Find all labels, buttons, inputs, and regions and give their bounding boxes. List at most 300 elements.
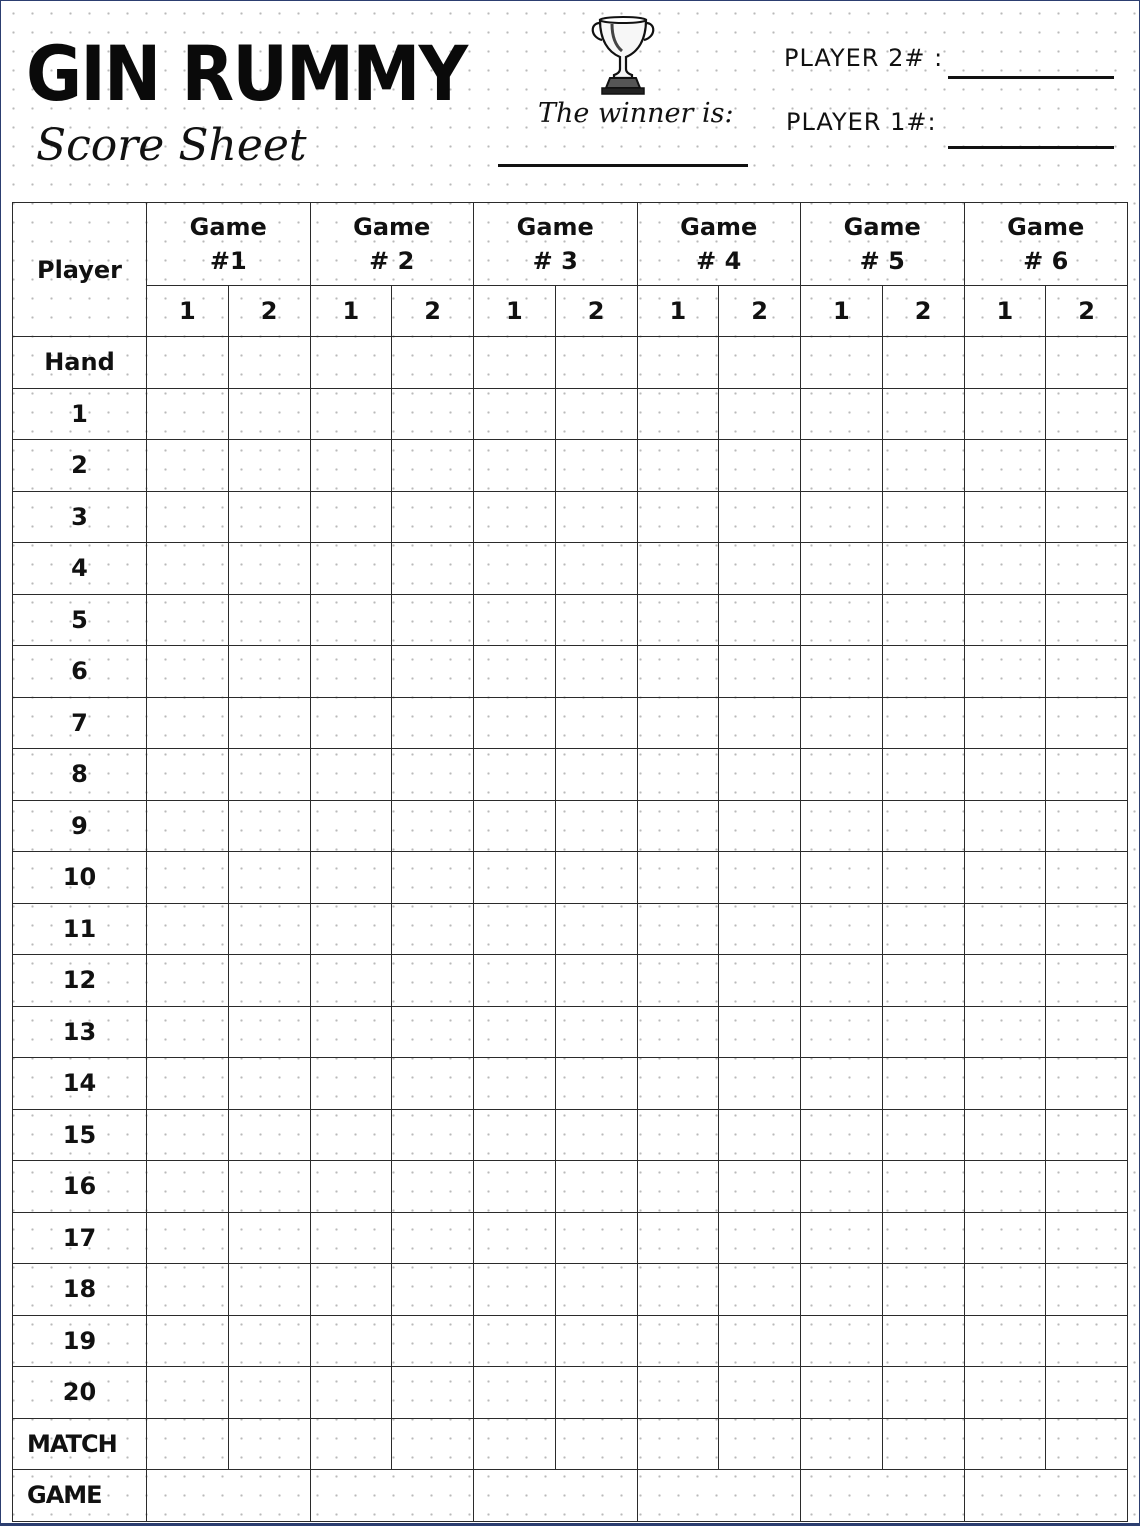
score-cell[interactable] bbox=[719, 1212, 801, 1264]
score-cell[interactable] bbox=[964, 646, 1046, 698]
score-cell[interactable] bbox=[882, 337, 964, 389]
score-cell[interactable] bbox=[310, 852, 392, 904]
score-cell[interactable] bbox=[474, 440, 556, 492]
hand-row-label: Hand bbox=[13, 337, 147, 389]
game-total-cell[interactable] bbox=[637, 1470, 801, 1522]
score-cell[interactable] bbox=[719, 491, 801, 543]
score-cell[interactable] bbox=[719, 1367, 801, 1419]
score-cell[interactable] bbox=[392, 697, 474, 749]
score-cell[interactable] bbox=[964, 543, 1046, 595]
score-cell[interactable] bbox=[228, 1264, 310, 1316]
score-cell[interactable] bbox=[801, 440, 883, 492]
score-cell[interactable] bbox=[801, 1161, 883, 1213]
score-cell[interactable] bbox=[964, 955, 1046, 1007]
score-cell[interactable] bbox=[392, 543, 474, 595]
player-column-header: 2 bbox=[228, 286, 310, 337]
score-cell[interactable] bbox=[392, 852, 474, 904]
score-cell[interactable] bbox=[310, 1212, 392, 1264]
score-cell[interactable] bbox=[637, 1006, 719, 1058]
score-cell[interactable] bbox=[719, 1418, 801, 1470]
score-cell[interactable] bbox=[555, 491, 637, 543]
score-cell[interactable] bbox=[555, 903, 637, 955]
score-cell[interactable] bbox=[801, 1212, 883, 1264]
hand-score-row bbox=[13, 388, 1128, 440]
score-cell[interactable] bbox=[228, 955, 310, 1007]
hand-score-row bbox=[13, 800, 1128, 852]
score-cell[interactable] bbox=[392, 388, 474, 440]
score-cell[interactable] bbox=[147, 1367, 229, 1419]
score-cell[interactable] bbox=[801, 749, 883, 801]
score-cell[interactable] bbox=[147, 543, 229, 595]
score-cell[interactable] bbox=[474, 1109, 556, 1161]
score-cell[interactable] bbox=[310, 800, 392, 852]
score-cell[interactable] bbox=[555, 852, 637, 904]
score-cell[interactable] bbox=[310, 1161, 392, 1213]
score-cell[interactable] bbox=[719, 388, 801, 440]
score-cell[interactable] bbox=[392, 1006, 474, 1058]
score-cell[interactable] bbox=[228, 903, 310, 955]
score-cell[interactable] bbox=[555, 646, 637, 698]
score-cell[interactable] bbox=[228, 388, 310, 440]
score-cell[interactable] bbox=[1046, 1367, 1128, 1419]
score-cell[interactable] bbox=[147, 491, 229, 543]
score-cell[interactable] bbox=[310, 594, 392, 646]
score-cell[interactable] bbox=[474, 1212, 556, 1264]
score-cell[interactable] bbox=[392, 491, 474, 543]
score-cell[interactable] bbox=[555, 1264, 637, 1316]
score-cell[interactable] bbox=[228, 337, 310, 389]
score-cell[interactable] bbox=[555, 1212, 637, 1264]
score-cell[interactable] bbox=[1046, 955, 1128, 1007]
score-cell[interactable] bbox=[392, 1161, 474, 1213]
score-cell[interactable] bbox=[310, 1006, 392, 1058]
score-cell[interactable] bbox=[1046, 852, 1128, 904]
score-cell[interactable] bbox=[310, 491, 392, 543]
score-cell[interactable] bbox=[1046, 1315, 1128, 1367]
score-cell[interactable] bbox=[228, 440, 310, 492]
score-cell[interactable] bbox=[1046, 1006, 1128, 1058]
score-cell[interactable] bbox=[801, 1006, 883, 1058]
score-cell[interactable] bbox=[882, 1367, 964, 1419]
score-cell[interactable] bbox=[637, 337, 719, 389]
score-cell[interactable] bbox=[147, 1006, 229, 1058]
hand-score-row-label: 11 bbox=[13, 903, 147, 955]
score-cell[interactable] bbox=[555, 440, 637, 492]
score-cell[interactable] bbox=[147, 852, 229, 904]
score-cell[interactable] bbox=[882, 697, 964, 749]
score-cell[interactable] bbox=[392, 1109, 474, 1161]
hand-score-row-label: 12 bbox=[13, 955, 147, 1007]
score-cell[interactable] bbox=[801, 646, 883, 698]
score-cell[interactable] bbox=[964, 749, 1046, 801]
match-row-label: MATCH bbox=[13, 1418, 147, 1470]
score-cell[interactable] bbox=[555, 1418, 637, 1470]
game-total-cell[interactable] bbox=[964, 1470, 1128, 1522]
hand-score-row bbox=[13, 1006, 1128, 1058]
score-cell[interactable] bbox=[637, 697, 719, 749]
score-cell[interactable] bbox=[474, 337, 556, 389]
score-cell[interactable] bbox=[882, 1418, 964, 1470]
score-cell[interactable] bbox=[555, 543, 637, 595]
hand-score-row bbox=[13, 1264, 1128, 1316]
score-cell[interactable] bbox=[964, 903, 1046, 955]
score-cell[interactable] bbox=[882, 1006, 964, 1058]
score-cell[interactable] bbox=[310, 1418, 392, 1470]
score-cell[interactable] bbox=[310, 1315, 392, 1367]
score-cell[interactable] bbox=[147, 337, 229, 389]
score-cell[interactable] bbox=[474, 594, 556, 646]
score-cell[interactable] bbox=[801, 903, 883, 955]
score-cell[interactable] bbox=[719, 697, 801, 749]
score-cell[interactable] bbox=[147, 1161, 229, 1213]
score-cell[interactable] bbox=[392, 1264, 474, 1316]
score-cell[interactable] bbox=[228, 697, 310, 749]
score-cell[interactable] bbox=[474, 800, 556, 852]
score-cell[interactable] bbox=[147, 1315, 229, 1367]
score-cell[interactable] bbox=[637, 491, 719, 543]
score-cell[interactable] bbox=[964, 594, 1046, 646]
score-cell[interactable] bbox=[882, 1315, 964, 1367]
score-cell[interactable] bbox=[555, 800, 637, 852]
score-cell[interactable] bbox=[637, 1264, 719, 1316]
score-cell[interactable] bbox=[719, 1109, 801, 1161]
score-cell[interactable] bbox=[637, 1161, 719, 1213]
score-cell[interactable] bbox=[719, 1006, 801, 1058]
score-cell[interactable] bbox=[882, 543, 964, 595]
score-cell[interactable] bbox=[882, 955, 964, 1007]
score-cell[interactable] bbox=[1046, 800, 1128, 852]
score-cell[interactable] bbox=[801, 491, 883, 543]
score-cell[interactable] bbox=[1046, 1212, 1128, 1264]
score-cell[interactable] bbox=[801, 1367, 883, 1419]
score-cell[interactable] bbox=[392, 646, 474, 698]
player-column-header: 2 bbox=[1046, 286, 1128, 337]
score-cell[interactable] bbox=[964, 697, 1046, 749]
score-cell[interactable] bbox=[474, 852, 556, 904]
score-cell[interactable] bbox=[882, 800, 964, 852]
score-cell[interactable] bbox=[637, 903, 719, 955]
score-cell[interactable] bbox=[474, 1315, 556, 1367]
score-cell[interactable] bbox=[719, 1161, 801, 1213]
score-cell[interactable] bbox=[310, 646, 392, 698]
score-cell[interactable] bbox=[228, 800, 310, 852]
score-cell[interactable] bbox=[637, 440, 719, 492]
score-cell[interactable] bbox=[392, 594, 474, 646]
player-column-header: 2 bbox=[882, 286, 964, 337]
score-cell[interactable] bbox=[310, 388, 392, 440]
score-cell[interactable] bbox=[310, 337, 392, 389]
score-cell[interactable] bbox=[228, 543, 310, 595]
score-cell[interactable] bbox=[474, 1367, 556, 1419]
score-cell[interactable] bbox=[228, 491, 310, 543]
score-cell[interactable] bbox=[637, 388, 719, 440]
score-cell[interactable] bbox=[147, 749, 229, 801]
score-cell[interactable] bbox=[1046, 337, 1128, 389]
score-cell[interactable] bbox=[147, 646, 229, 698]
score-cell[interactable] bbox=[310, 697, 392, 749]
score-cell[interactable] bbox=[147, 1058, 229, 1110]
score-cell[interactable] bbox=[1046, 1161, 1128, 1213]
score-cell[interactable] bbox=[474, 543, 556, 595]
score-cell[interactable] bbox=[637, 1418, 719, 1470]
score-cell[interactable] bbox=[228, 852, 310, 904]
hand-score-row-label: 15 bbox=[13, 1109, 147, 1161]
hand-score-row bbox=[13, 594, 1128, 646]
score-cell[interactable] bbox=[719, 1058, 801, 1110]
score-cell[interactable] bbox=[1046, 749, 1128, 801]
game-total-cell[interactable] bbox=[474, 1470, 638, 1522]
score-cell[interactable] bbox=[882, 1212, 964, 1264]
score-cell[interactable] bbox=[719, 800, 801, 852]
score-cell[interactable] bbox=[310, 1367, 392, 1419]
score-cell[interactable] bbox=[1046, 697, 1128, 749]
score-cell[interactable] bbox=[637, 1058, 719, 1110]
score-cell[interactable] bbox=[474, 903, 556, 955]
score-cell[interactable] bbox=[147, 388, 229, 440]
score-cell[interactable] bbox=[719, 955, 801, 1007]
score-cell[interactable] bbox=[637, 543, 719, 595]
score-cell[interactable] bbox=[801, 543, 883, 595]
score-cell[interactable] bbox=[964, 1367, 1046, 1419]
score-cell[interactable] bbox=[474, 749, 556, 801]
player-1-label: PLAYER 1#: bbox=[786, 108, 937, 136]
score-cell[interactable] bbox=[392, 1212, 474, 1264]
score-cell[interactable] bbox=[392, 337, 474, 389]
score-cell[interactable] bbox=[1046, 1058, 1128, 1110]
score-cell[interactable] bbox=[801, 800, 883, 852]
score-cell[interactable] bbox=[801, 955, 883, 1007]
score-cell[interactable] bbox=[1046, 646, 1128, 698]
hand-score-row bbox=[13, 646, 1128, 698]
score-cell[interactable] bbox=[964, 1418, 1046, 1470]
score-cell[interactable] bbox=[147, 697, 229, 749]
score-cell[interactable] bbox=[555, 1367, 637, 1419]
game-header-label: Game bbox=[516, 213, 594, 241]
hand-score-row bbox=[13, 1161, 1128, 1213]
score-cell[interactable] bbox=[1046, 491, 1128, 543]
game-total-cell[interactable] bbox=[310, 1470, 474, 1522]
score-cell[interactable] bbox=[555, 1315, 637, 1367]
match-row bbox=[13, 1418, 1128, 1470]
score-cell[interactable] bbox=[1046, 1109, 1128, 1161]
score-cell[interactable] bbox=[964, 1161, 1046, 1213]
score-cell[interactable] bbox=[310, 440, 392, 492]
score-cell[interactable] bbox=[392, 1058, 474, 1110]
game-header bbox=[147, 203, 311, 286]
score-cell[interactable] bbox=[310, 903, 392, 955]
score-cell[interactable] bbox=[801, 1109, 883, 1161]
score-cell[interactable] bbox=[964, 440, 1046, 492]
score-cell[interactable] bbox=[392, 749, 474, 801]
score-cell[interactable] bbox=[637, 1315, 719, 1367]
hand-score-row-label: 1 bbox=[13, 388, 147, 440]
score-cell[interactable] bbox=[801, 337, 883, 389]
score-cell[interactable] bbox=[392, 440, 474, 492]
score-cell[interactable] bbox=[147, 955, 229, 1007]
score-cell[interactable] bbox=[1046, 903, 1128, 955]
score-cell[interactable] bbox=[392, 955, 474, 1007]
score-cell[interactable] bbox=[964, 1058, 1046, 1110]
score-cell[interactable] bbox=[310, 749, 392, 801]
score-cell[interactable] bbox=[719, 646, 801, 698]
score-cell[interactable] bbox=[555, 1109, 637, 1161]
hand-score-row-label: 2 bbox=[13, 440, 147, 492]
score-cell[interactable] bbox=[1046, 543, 1128, 595]
score-cell[interactable] bbox=[228, 749, 310, 801]
score-cell[interactable] bbox=[964, 1109, 1046, 1161]
score-cell[interactable] bbox=[555, 1058, 637, 1110]
score-cell[interactable] bbox=[637, 646, 719, 698]
score-cell[interactable] bbox=[555, 337, 637, 389]
score-cell[interactable] bbox=[882, 852, 964, 904]
score-cell[interactable] bbox=[147, 594, 229, 646]
score-cell[interactable] bbox=[964, 1006, 1046, 1058]
score-cell[interactable] bbox=[801, 1058, 883, 1110]
score-cell[interactable] bbox=[228, 646, 310, 698]
score-cell[interactable] bbox=[147, 1264, 229, 1316]
score-cell[interactable] bbox=[147, 903, 229, 955]
score-cell[interactable] bbox=[882, 440, 964, 492]
score-cell[interactable] bbox=[719, 594, 801, 646]
score-cell[interactable] bbox=[1046, 1418, 1128, 1470]
score-cell[interactable] bbox=[964, 1315, 1046, 1367]
score-cell[interactable] bbox=[801, 1315, 883, 1367]
game-header bbox=[801, 203, 965, 286]
score-cell[interactable] bbox=[310, 1264, 392, 1316]
score-cell[interactable] bbox=[882, 388, 964, 440]
score-cell[interactable] bbox=[474, 646, 556, 698]
score-cell[interactable] bbox=[637, 1367, 719, 1419]
score-cell[interactable] bbox=[392, 800, 474, 852]
score-cell[interactable] bbox=[228, 1006, 310, 1058]
score-cell[interactable] bbox=[474, 697, 556, 749]
score-cell[interactable] bbox=[228, 1109, 310, 1161]
score-cell[interactable] bbox=[474, 955, 556, 1007]
player-2-input-line[interactable] bbox=[948, 76, 1114, 79]
score-cell[interactable] bbox=[719, 1264, 801, 1316]
score-cell[interactable] bbox=[637, 749, 719, 801]
score-cell[interactable] bbox=[555, 594, 637, 646]
score-cell[interactable] bbox=[719, 852, 801, 904]
score-cell[interactable] bbox=[801, 1418, 883, 1470]
player-column-header: 1 bbox=[310, 286, 392, 337]
score-cell[interactable] bbox=[719, 543, 801, 595]
score-cell[interactable] bbox=[637, 852, 719, 904]
player-1-input-line[interactable] bbox=[948, 146, 1114, 149]
score-cell[interactable] bbox=[1046, 1264, 1128, 1316]
score-cell[interactable] bbox=[474, 1264, 556, 1316]
score-cell[interactable] bbox=[964, 337, 1046, 389]
score-cell[interactable] bbox=[474, 1418, 556, 1470]
score-cell[interactable] bbox=[719, 903, 801, 955]
score-cell[interactable] bbox=[228, 1058, 310, 1110]
hand-score-row bbox=[13, 1058, 1128, 1110]
score-cell[interactable] bbox=[882, 491, 964, 543]
score-cell[interactable] bbox=[147, 800, 229, 852]
score-cell[interactable] bbox=[228, 594, 310, 646]
score-cell[interactable] bbox=[637, 1109, 719, 1161]
score-cell[interactable] bbox=[719, 1315, 801, 1367]
score-cell[interactable] bbox=[719, 337, 801, 389]
score-cell[interactable] bbox=[555, 955, 637, 1007]
score-cell[interactable] bbox=[801, 852, 883, 904]
score-cell[interactable] bbox=[964, 491, 1046, 543]
score-cell[interactable] bbox=[719, 749, 801, 801]
score-cell[interactable] bbox=[555, 749, 637, 801]
score-cell[interactable] bbox=[882, 1161, 964, 1213]
score-cell[interactable] bbox=[228, 1212, 310, 1264]
score-cell[interactable] bbox=[882, 646, 964, 698]
score-cell[interactable] bbox=[555, 388, 637, 440]
score-cell[interactable] bbox=[964, 800, 1046, 852]
score-cell[interactable] bbox=[392, 1418, 474, 1470]
score-cell[interactable] bbox=[310, 1058, 392, 1110]
score-cell[interactable] bbox=[637, 594, 719, 646]
score-cell[interactable] bbox=[310, 543, 392, 595]
score-cell[interactable] bbox=[474, 1006, 556, 1058]
score-cell[interactable] bbox=[964, 1212, 1046, 1264]
score-cell[interactable] bbox=[228, 1418, 310, 1470]
score-cell[interactable] bbox=[392, 903, 474, 955]
score-cell[interactable] bbox=[474, 388, 556, 440]
score-cell[interactable] bbox=[964, 1264, 1046, 1316]
score-cell[interactable] bbox=[474, 491, 556, 543]
score-cell[interactable] bbox=[228, 1161, 310, 1213]
score-cell[interactable] bbox=[882, 594, 964, 646]
score-cell[interactable] bbox=[147, 440, 229, 492]
score-cell[interactable] bbox=[882, 1264, 964, 1316]
score-cell[interactable] bbox=[801, 594, 883, 646]
score-cell[interactable] bbox=[310, 955, 392, 1007]
score-cell[interactable] bbox=[882, 1058, 964, 1110]
score-cell[interactable] bbox=[801, 388, 883, 440]
score-cell[interactable] bbox=[801, 1264, 883, 1316]
score-cell[interactable] bbox=[637, 955, 719, 1007]
score-cell[interactable] bbox=[474, 1058, 556, 1110]
score-cell[interactable] bbox=[882, 903, 964, 955]
score-cell[interactable] bbox=[392, 1367, 474, 1419]
score-cell[interactable] bbox=[637, 1212, 719, 1264]
score-cell[interactable] bbox=[1046, 594, 1128, 646]
game-total-cell[interactable] bbox=[147, 1470, 311, 1522]
score-cell[interactable] bbox=[392, 1315, 474, 1367]
score-cell[interactable] bbox=[1046, 388, 1128, 440]
score-cell[interactable] bbox=[474, 1161, 556, 1213]
score-cell[interactable] bbox=[1046, 440, 1128, 492]
score-cell[interactable] bbox=[801, 697, 883, 749]
hand-score-row bbox=[13, 955, 1128, 1007]
score-cell[interactable] bbox=[310, 1109, 392, 1161]
score-cell[interactable] bbox=[719, 440, 801, 492]
score-cell[interactable] bbox=[882, 749, 964, 801]
score-cell[interactable] bbox=[555, 697, 637, 749]
score-cell[interactable] bbox=[147, 1212, 229, 1264]
game-total-cell[interactable] bbox=[801, 1470, 965, 1522]
score-cell[interactable] bbox=[964, 388, 1046, 440]
score-cell[interactable] bbox=[147, 1418, 229, 1470]
game-header bbox=[964, 203, 1128, 286]
player-header: Player bbox=[13, 203, 147, 337]
score-cell[interactable] bbox=[147, 1109, 229, 1161]
score-cell[interactable] bbox=[555, 1006, 637, 1058]
score-cell[interactable] bbox=[882, 1109, 964, 1161]
score-cell[interactable] bbox=[228, 1315, 310, 1367]
score-cell[interactable] bbox=[637, 800, 719, 852]
score-cell[interactable] bbox=[228, 1367, 310, 1419]
winner-input-line[interactable] bbox=[498, 164, 748, 167]
score-cell[interactable] bbox=[555, 1161, 637, 1213]
score-cell[interactable] bbox=[964, 852, 1046, 904]
